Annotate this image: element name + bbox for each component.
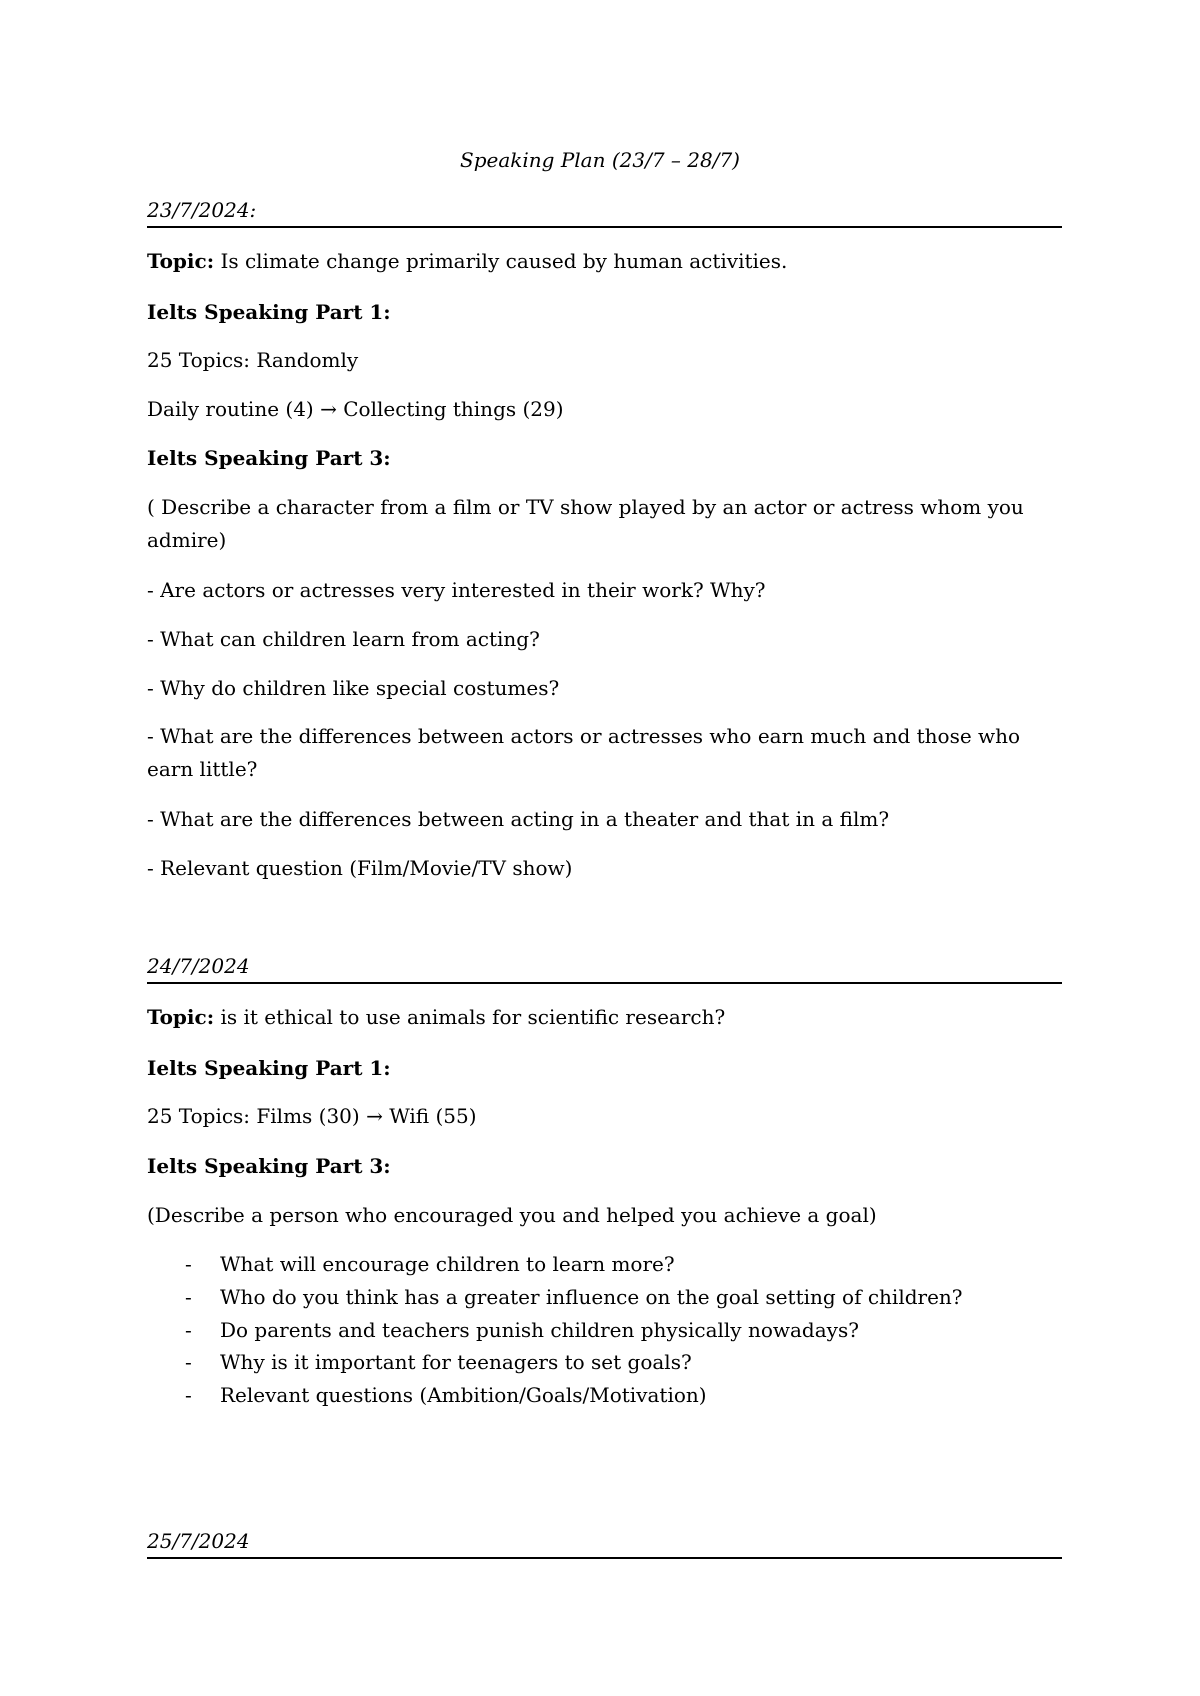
topic-label: Topic: bbox=[147, 1005, 215, 1029]
day1-part1-line1: 25 Topics: Randomly bbox=[147, 348, 359, 372]
topic-text: is it ethical to use animals for scientific research? bbox=[220, 1005, 726, 1029]
day2-part1-heading: Ielts Speaking Part 1: bbox=[147, 1056, 391, 1080]
document-title: Speaking Plan (23/7 – 28/7) bbox=[460, 148, 740, 172]
day1-question: - Why do children like special costumes? bbox=[147, 676, 560, 700]
part1-to: Wifi (55) bbox=[389, 1104, 477, 1128]
day1-topic bbox=[147, 245, 1062, 278]
day1-question: - Relevant question (Film/Movie/TV show) bbox=[147, 856, 573, 880]
bullet-dash: - bbox=[185, 1383, 192, 1407]
part1-from: Daily routine (4) bbox=[147, 397, 314, 421]
arrow-right-icon: → bbox=[366, 1104, 383, 1128]
list-item-text: Do parents and teachers punish children physically nowadays? bbox=[220, 1318, 859, 1342]
part1-from: 25 Topics: Films (30) bbox=[147, 1104, 360, 1128]
day1-cue: ( Describe a character from a film or TV show played by an actor or actress whom you admire) bbox=[147, 495, 1024, 552]
list-item-text: Who do you think has a greater influence on the goal setting of children? bbox=[220, 1285, 963, 1309]
arrow-right-icon: → bbox=[320, 397, 337, 421]
bullet-dash: - bbox=[185, 1285, 192, 1309]
day2-part1-line bbox=[147, 1100, 1062, 1133]
bullet-dash: - bbox=[185, 1350, 192, 1374]
day2-part3-heading: Ielts Speaking Part 3: bbox=[147, 1154, 391, 1178]
day1-question: - What can children learn from acting? bbox=[147, 627, 540, 651]
day1-part1-heading: Ielts Speaking Part 1: bbox=[147, 300, 391, 324]
day1-question: - Are actors or actresses very interested in their work? Why? bbox=[147, 578, 766, 602]
topic-text: Is climate change primarily caused by human activities. bbox=[220, 249, 788, 273]
day3-date: 25/7/2024 bbox=[147, 1529, 1062, 1559]
day1-date: 23/7/2024: bbox=[147, 198, 1062, 228]
day2-topic bbox=[147, 1001, 1062, 1034]
bullet-dash: - bbox=[185, 1252, 192, 1276]
bullet-dash: - bbox=[185, 1318, 192, 1342]
list-item-text: What will encourage children to learn more? bbox=[220, 1252, 675, 1276]
day2-date: 24/7/2024 bbox=[147, 954, 1062, 984]
list-item-text: Relevant questions (Ambition/Goals/Motivation) bbox=[220, 1383, 707, 1407]
day1-question: - What are the differences between acting in a theater and that in a film? bbox=[147, 807, 890, 831]
day2-cue: (Describe a person who encouraged you and helped you achieve a goal) bbox=[147, 1203, 877, 1227]
topic-label: Topic: bbox=[147, 249, 215, 273]
list-item-text: Why is it important for teenagers to set goals? bbox=[220, 1350, 692, 1374]
part1-to: Collecting things (29) bbox=[343, 397, 564, 421]
day1-part1-line2 bbox=[147, 393, 1062, 426]
day1-part3-heading: Ielts Speaking Part 3: bbox=[147, 446, 391, 470]
day1-question: - What are the differences between actors or actresses who earn much and those who earn little? bbox=[147, 724, 1021, 781]
